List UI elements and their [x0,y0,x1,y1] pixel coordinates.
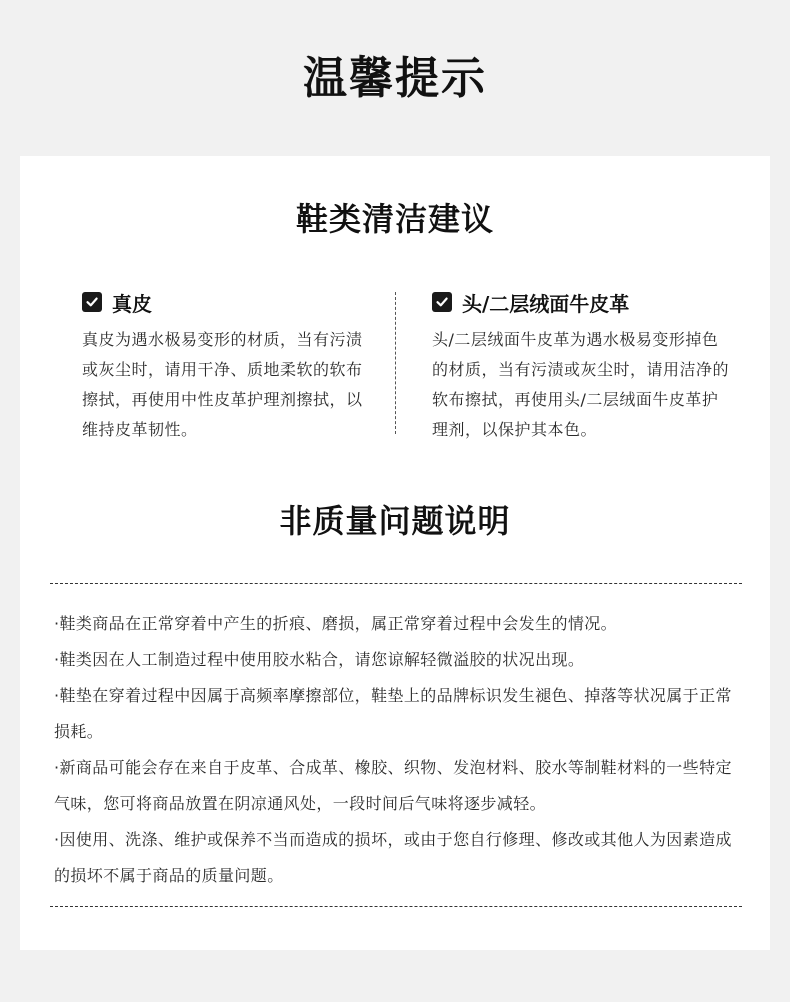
note-item: ·鞋垫在穿着过程中因属于高频率摩擦部位，鞋垫上的品牌标识发生褪色、掉落等状况属于正常损耗。 [54,686,732,741]
suede-care-block [432,288,732,445]
dashed-divider-top [50,583,742,584]
suede-care-text: 头/二层绒面牛皮革为遇水极易变形掉色的材质，当有污渍或灰尘时，请用洁净的软布擦拭，再使用头/二层绒面牛皮革护理剂，以保护其本色。 [432,330,730,439]
note-item: ·新商品可能会存在来自于皮革、合成革、橡胶、织物、发泡材料、胶水等制鞋材料的一些特定气味，您可将商品放置在阴凉通风处，一段时间后气味将逐步减轻。 [54,758,732,813]
leather-care-text: 真皮为遇水极易变形的材质，当有污渍或灰尘时，请用干净、质地柔软的软布擦拭，再使用中性皮革护理剂擦拭，以维持皮革韧性。 [82,330,363,439]
suede-care-title: 头/二层绒面牛皮革 [462,291,630,316]
cleaning-section-title: 鞋类清洁建议 [295,200,494,238]
checkbox-checked-icon [82,292,102,312]
content-card [20,156,770,950]
note-item: ·鞋类商品在正常穿着中产生的折痕、磨损，属正常穿着过程中会发生的情况。 [54,614,618,633]
dashed-divider-bottom [50,906,742,907]
non-quality-notes [54,606,744,894]
checkbox-checked-icon [432,292,452,312]
leather-care-title: 真皮 [112,291,152,316]
leather-care-header [82,288,372,316]
non-quality-section-title: 非质量问题说明 [279,502,511,540]
note-item: ·鞋类因在人工制造过程中使用胶水粘合，请您谅解轻微溢胶的状况出现。 [54,650,585,669]
column-divider [395,292,396,434]
suede-care-header [432,288,732,316]
note-item: ·因使用、洗涤、维护或保养不当而造成的损坏，或由于您自行修理、修改或其他人为因素造成的损坏不属于商品的质量问题。 [54,830,732,885]
page-title: 温馨提示 [303,53,487,104]
leather-care-block [82,288,372,445]
